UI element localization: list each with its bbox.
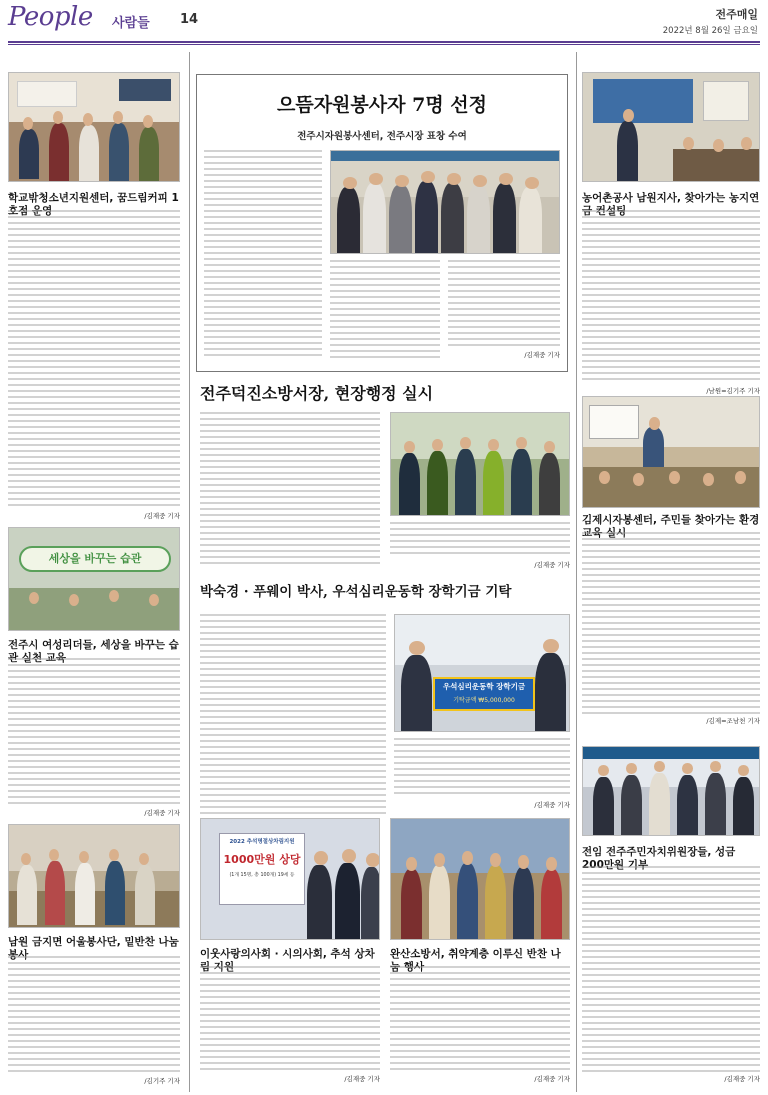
photo-chuseok-support [200, 818, 380, 940]
lead-body-right [448, 260, 560, 346]
photo-volunteer-awards [330, 150, 560, 254]
a2-body [8, 658, 180, 808]
chuseok-banner-amount: 1000만원 상당 [223, 853, 301, 866]
park-body-right [394, 738, 570, 798]
section-subtitle: 사람들 [112, 16, 150, 31]
a2-sign-text: 세상을 바꾸는 습관 [48, 552, 142, 565]
scholarship-banner-amount: 기탁금액 ₩5,000,000 [453, 697, 515, 704]
lead-body-mid [330, 260, 440, 360]
fire-byline: /김재중 기자 [534, 561, 570, 569]
photo-side-dish-sharing [390, 818, 570, 940]
lead-byline: /김재중 기자 [524, 351, 560, 359]
b2-headline: 김제시자봉센터, 주민들 찾아가는 환경교육 실시 [582, 514, 760, 539]
a3-body [8, 956, 180, 1074]
photo-scholarship-donation [394, 614, 570, 732]
b2-byline: /김제=조남천 기자 [706, 717, 760, 725]
photo-farmland-pension [582, 72, 760, 182]
lead-body-left [204, 150, 322, 360]
issue-date: 2022년 8월 26일 금요일 [662, 26, 758, 36]
park-body-left [200, 614, 386, 814]
b2-body [582, 532, 760, 714]
fire-body-right [390, 522, 570, 558]
photo-donation-ceremony [582, 746, 760, 836]
chuseok-banner-title: 2022 추석명절상차림지원 [229, 839, 295, 845]
page-number: 14 [180, 12, 199, 27]
a1-body [8, 210, 180, 510]
b3-byline: /김재중 기자 [724, 1075, 760, 1083]
masthead-rule-thin [8, 44, 760, 45]
column-divider-left [189, 52, 190, 1092]
photo-environment-education [582, 396, 760, 508]
c1-byline: /김재중 기자 [344, 1075, 380, 1083]
section-logo: People [8, 2, 93, 32]
a3-byline: /김기주 기자 [144, 1077, 180, 1085]
scholarship-banner-text: 우석심리운동학 장학기금 [442, 682, 526, 691]
a1-headline: 학교밖청소년지원센터, 꿈드림커피 1호점 운영 [8, 192, 179, 217]
fire-body-left [200, 412, 380, 568]
lead-subhead: 전주시자원봉사센터, 전주시장 표창 수여 [297, 131, 467, 142]
b3-body [582, 866, 760, 1072]
a2-headline: 전주시 여성리더들, 세상을 바꾸는 습관 실천 교육 [8, 639, 179, 664]
c1-body [200, 966, 380, 1072]
photo-women-leaders [8, 527, 180, 631]
c2-body [390, 966, 570, 1072]
c2-headline: 완산소방서, 취약계층 이루신 반찬 나눔 행사 [390, 948, 561, 973]
photo-side-dish-volunteers [8, 824, 180, 928]
photo-fire-chief-visit [390, 412, 570, 516]
masthead-rule [8, 41, 760, 43]
b1-body [582, 210, 760, 384]
a3-headline: 남원 금지면 어울봉사단, 밑반찬 나눔 봉사 [8, 936, 179, 961]
c1-headline: 이웃사랑의사회 · 시의사회, 추석 상차림 지원 [200, 948, 375, 973]
newspaper-name: 전주매일 [715, 8, 758, 21]
fire-headline: 전주덕진소방서장, 현장행정 실시 [200, 384, 434, 403]
photo-coffee-training [8, 72, 180, 182]
b3-headline: 전임 전주주민자치위원장들, 성금 200만원 기부 [582, 846, 736, 871]
b1-byline: /남원=김기주 기자 [706, 387, 760, 395]
chuseok-banner-sub: (1개 15명, 총 100개) 19세 등 [229, 873, 295, 878]
park-headline: 박숙경 · 푸웨이 박사, 우석심리운동학 장학기금 기탁 [200, 584, 512, 600]
column-divider-right [576, 52, 577, 1092]
a2-byline: /김재중 기자 [144, 809, 180, 817]
b1-headline: 농어촌공사 남원지사, 찾아가는 농지연금 컨설팅 [582, 192, 760, 217]
park-byline: /김재중 기자 [534, 801, 570, 809]
c2-byline: /김재중 기자 [534, 1075, 570, 1083]
a1-byline: /김재중 기자 [144, 512, 180, 520]
lead-headline: 으뜸자원봉사자 7명 선정 [277, 94, 487, 116]
